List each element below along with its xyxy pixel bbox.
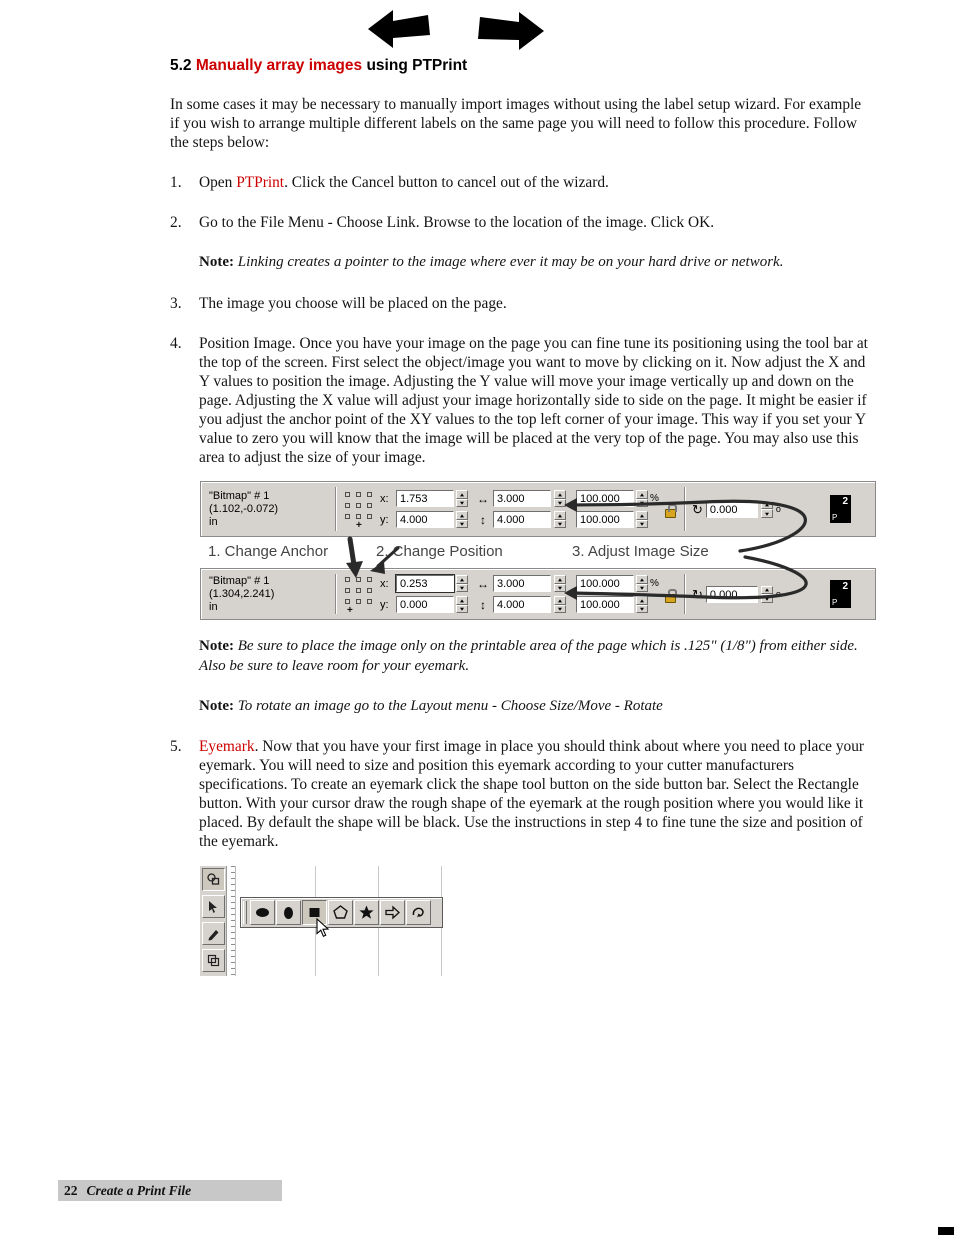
rotate-icon: ↻ (692, 586, 703, 602)
spin-down-icon (554, 584, 566, 593)
step-text-part: . Click the Cancel button to cancel out of the wizard. (284, 174, 609, 192)
anchor-cell (345, 514, 350, 519)
spin-down-icon (456, 520, 468, 529)
scale-x-input: 100.000 (576, 575, 634, 592)
section-heading-link[interactable]: Manually array images (191, 57, 363, 74)
percent-label: % (650, 578, 659, 590)
spin-up-icon (636, 511, 648, 520)
step-4 (170, 334, 872, 468)
spin-down-icon (554, 520, 566, 529)
layers-tool-button (202, 949, 225, 972)
spin-down-icon (456, 584, 468, 593)
pencil-tool-button (202, 922, 225, 945)
ptprint-link[interactable]: PTPrint (236, 174, 285, 192)
anchor-cell (367, 599, 372, 604)
rotation-spinner (761, 501, 773, 518)
object-name: "Bitmap" # 1 (209, 574, 270, 587)
note-text: Be sure to place the image only on the printable area of the page which is .125" (1/8") from either side. Also be sure to leave room for your eyemark. (199, 638, 858, 674)
anchor-cell (345, 599, 350, 604)
rotation-fields (692, 501, 781, 518)
separator (335, 487, 337, 531)
step-text (199, 173, 872, 192)
lock-ratio-icon (665, 509, 676, 518)
step-text: Go to the File Menu - Choose Link. Browse to the location of the image. Click OK. (199, 214, 715, 232)
ellipse-shape-button (250, 900, 275, 925)
page-corner-mark (938, 1227, 954, 1235)
position-toolbar-screenshot (200, 481, 876, 620)
toolbar-row-after (200, 568, 876, 620)
step-number: 3. (170, 294, 182, 312)
object-coords: (1.102,-0.072) (209, 502, 279, 515)
anchor-cell (367, 503, 372, 508)
toolbar-row-before (200, 481, 876, 537)
anchor-marker-icon: + (347, 604, 353, 616)
footer-title: Create a Print File (86, 1182, 192, 1198)
object-unit: in (209, 515, 218, 528)
annotation-adjust-size: 3. Adjust Image Size (572, 543, 709, 561)
anchor-cell (356, 588, 361, 593)
page-badge-p: P (832, 598, 838, 608)
step-text (199, 737, 872, 852)
scale-y-input: 100.000 (576, 511, 634, 528)
percent-label: % (650, 493, 659, 505)
x-input: 0.253 (396, 575, 454, 592)
x-spinner (456, 575, 468, 592)
eyemark-link[interactable]: Eyemark (199, 737, 255, 755)
spin-up-icon (456, 575, 468, 584)
anchor-cell (345, 588, 350, 593)
spin-up-icon (554, 490, 566, 499)
anchor-cell (356, 514, 361, 519)
anchor-cell (356, 599, 361, 604)
arrow-shape-button (380, 900, 405, 925)
step-2 (170, 213, 872, 232)
separator (684, 487, 686, 531)
spin-up-icon (636, 490, 648, 499)
step-number: 5. (170, 737, 182, 755)
object-unit: in (209, 600, 218, 613)
size-fields (476, 490, 566, 528)
height-arrow-icon: ↕ (480, 597, 486, 612)
step-number: 4. (170, 334, 182, 352)
spin-down-icon (636, 520, 648, 529)
note-linking (199, 253, 872, 272)
note-printable-area (199, 637, 872, 675)
anchor-cell (345, 577, 350, 582)
step-text-part: Open (199, 174, 237, 192)
x-label: x: (380, 577, 389, 590)
scale-fields (576, 575, 676, 613)
pick-tool-button (202, 895, 225, 918)
width-input: 3.000 (493, 490, 551, 507)
section-heading-rest: using PTPrint (362, 57, 468, 74)
spin-down-icon (761, 509, 773, 518)
note-text: Linking creates a pointer to the image where ever it may be on your hard drive or network. (233, 254, 784, 271)
step-number: 1. (170, 174, 182, 192)
height-arrow-icon: ↕ (480, 512, 486, 527)
shape-flyout-toolbar (240, 897, 443, 928)
anchor-cell (367, 577, 372, 582)
spin-up-icon (554, 575, 566, 584)
width-input: 3.000 (493, 575, 551, 592)
spin-up-icon (761, 501, 773, 510)
rotation-spinner (761, 586, 773, 603)
page-badge (830, 580, 851, 608)
y-input: 0.000 (396, 596, 454, 613)
rotation-input: 0.000 (706, 586, 758, 603)
height-input: 4.000 (493, 511, 551, 528)
separator (684, 574, 686, 614)
scale-y-spinner (636, 596, 648, 613)
shape-tool-button (202, 868, 225, 891)
spin-down-icon (636, 584, 648, 593)
spiral-shape-button (406, 900, 431, 925)
annotation-band (200, 537, 876, 568)
size-fields (476, 575, 566, 613)
spin-up-icon (554, 596, 566, 605)
object-name: "Bitmap" # 1 (209, 489, 270, 502)
y-label: y: (380, 513, 389, 526)
note-text: To rotate an image go to the Layout menu - Choose Size/Move - Rotate (233, 697, 663, 714)
x-spinner (456, 490, 468, 507)
width-arrow-icon: ↔ (477, 491, 489, 506)
note-rotate (199, 697, 872, 716)
x-label: x: (380, 492, 389, 505)
anchor-cell (356, 492, 361, 497)
spin-down-icon (761, 594, 773, 603)
star-shape-button (354, 900, 379, 925)
separator (335, 574, 337, 614)
vertical-ruler (228, 866, 236, 976)
anchor-cell (356, 503, 361, 508)
section-number: 5.2 (170, 57, 192, 74)
page-footer (58, 1180, 282, 1201)
step-3 (170, 294, 872, 313)
width-arrow-icon: ↔ (477, 576, 489, 591)
note-label: Note: (199, 638, 234, 655)
step-text-part: . Now that you have your first image in place you should think about where you need to place your eyemark. You will need to size and position this eyemark according to your cutter manufacturers specifications. To create an eyemark click the shape tool button on the side button bar. Select the Rectangle button. With your cursor draw the rough shape of the eyemark at the rough position where you would like it placed. By default the shape will be black. Use the instructions in step 4 to fine tune the size and position of the eyemark. (199, 737, 865, 851)
page-badge (830, 495, 851, 523)
spin-down-icon (456, 605, 468, 614)
step-5 (170, 737, 872, 852)
anchor-cell (367, 492, 372, 497)
height-input: 4.000 (493, 596, 551, 613)
degree-label: o (775, 588, 781, 599)
annotation-change-anchor: 1. Change Anchor (208, 543, 329, 561)
pentagon-shape-button (328, 900, 353, 925)
width-spinner (554, 575, 566, 592)
degree-label: o (775, 503, 781, 514)
note-label: Note: (199, 254, 234, 271)
spin-down-icon (636, 605, 648, 614)
spin-down-icon (554, 499, 566, 508)
step-text: Position Image. Once you have your image on the page you can fine tune its positioning using the tool bar at the top of the screen. First select the object/image you want to move by clicking on it. Now adjust the X and Y values to position the image. Adjusting the Y value will move your image vertically up and down on the page. Adjusting the X value will adjust your image horizontally side to side on the page. It might be easier if you adjust the anchor point of the XY values to the top left corner of your image. This way if you set your Y value to zero you will know that the image will be placed at the very top of the page. You may also use this area to adjust the size of your image. (199, 334, 868, 467)
spin-up-icon (636, 575, 648, 584)
page-badge-p: P (832, 513, 838, 523)
spin-up-icon (554, 511, 566, 520)
scale-y-input: 100.000 (576, 596, 634, 613)
xy-fields (380, 575, 468, 613)
step-1 (170, 173, 872, 192)
spin-up-icon (636, 596, 648, 605)
scale-x-spinner (636, 490, 648, 507)
step-text: The image you choose will be placed on the page. (199, 294, 507, 312)
y-spinner (456, 511, 468, 528)
x-input: 1.753 (396, 490, 454, 507)
footer-page-number: 22 (64, 1182, 78, 1198)
page-badge-number: 2 (842, 581, 848, 593)
page-badge-number: 2 (842, 496, 848, 508)
rotation-input: 0.000 (706, 501, 758, 518)
object-coords: (1.304,2.241) (209, 587, 275, 600)
spin-up-icon (456, 596, 468, 605)
rotation-fields (692, 586, 781, 603)
spin-down-icon (636, 499, 648, 508)
step-number: 2. (170, 214, 182, 232)
scale-fields (576, 490, 676, 528)
flyout-handle (243, 901, 247, 924)
note-label: Note: (199, 697, 234, 714)
height-spinner (554, 511, 566, 528)
xy-fields (380, 490, 468, 528)
shape-toolbar-screenshot (200, 866, 443, 976)
scale-x-spinner (636, 575, 648, 592)
rotate-icon: ↻ (692, 501, 703, 517)
y-label: y: (380, 598, 389, 611)
width-spinner (554, 490, 566, 507)
spin-up-icon (761, 586, 773, 595)
egg-shape-button (276, 900, 301, 925)
spin-up-icon (456, 490, 468, 499)
y-spinner (456, 596, 468, 613)
anchor-cell (345, 492, 350, 497)
section-heading (170, 57, 872, 75)
anchor-cell (367, 588, 372, 593)
object-name-block (209, 490, 329, 529)
anchor-cell (356, 577, 361, 582)
y-input: 4.000 (396, 511, 454, 528)
mouse-cursor-icon (316, 918, 330, 943)
anchor-point-grid (345, 577, 372, 616)
anchor-cell (367, 514, 372, 519)
lock-ratio-icon (665, 594, 676, 603)
content-column (170, 0, 872, 976)
scale-x-input: 100.000 (576, 490, 634, 507)
annotation-change-position: 2. Change Position (376, 543, 503, 561)
anchor-point-grid (345, 492, 372, 531)
object-name-block (209, 575, 329, 614)
spin-down-icon (456, 499, 468, 508)
anchor-marker-icon: + (356, 519, 362, 531)
spin-down-icon (554, 605, 566, 614)
intro-paragraph: In some cases it may be necessary to manually import images without using the label setup wizard. For example if you wish to arrange multiple different labels on the same page you will need to follow this procedure. Follow the steps below: (170, 96, 862, 152)
anchor-cell (345, 503, 350, 508)
spin-up-icon (456, 511, 468, 520)
scale-y-spinner (636, 511, 648, 528)
side-button-bar (200, 866, 227, 976)
height-spinner (554, 596, 566, 613)
